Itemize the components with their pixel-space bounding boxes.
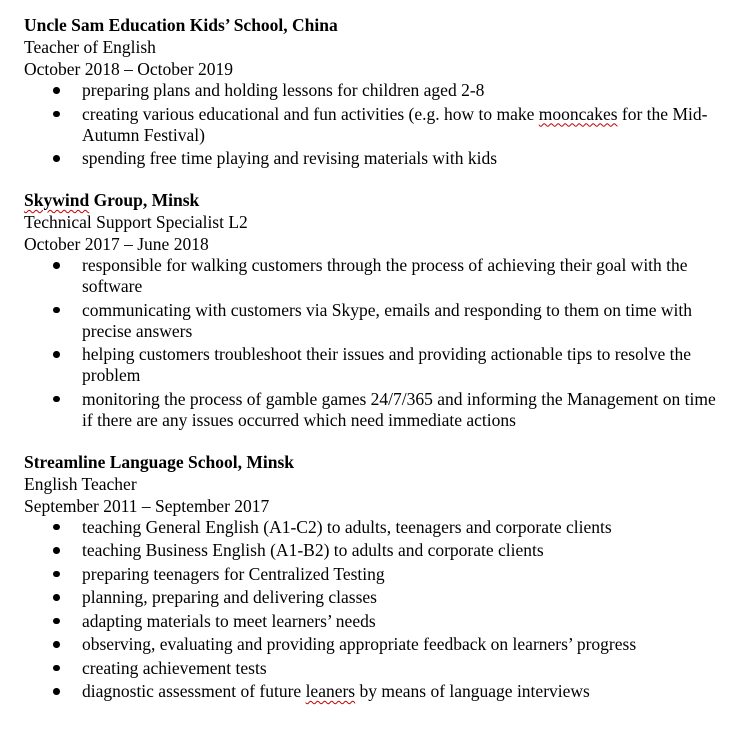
- bullet-icon: [53, 307, 60, 314]
- company-name: [24, 189, 729, 211]
- duty-item: [24, 80, 729, 101]
- job-entry: [24, 189, 729, 431]
- duty-text: creating achievement tests: [82, 657, 267, 678]
- bullet-icon: [53, 351, 60, 358]
- employment-period: October 2018 – October 2019: [24, 59, 233, 79]
- duty-text: helping customers troubleshoot their issues and providing actionable tips to resolve the problem: [82, 344, 691, 385]
- job-title: English Teacher: [24, 473, 137, 494]
- duty-item: [24, 255, 729, 297]
- duty-text: responsible for walking customers through the process of achieving their goal with the software: [82, 255, 688, 296]
- bullet-icon: [53, 571, 60, 578]
- bullet-icon: [53, 87, 60, 94]
- duty-text: spending free time playing and revising materials with kids: [82, 148, 498, 168]
- duty-text: preparing teenagers for Centralized Testing: [82, 563, 385, 584]
- company-name-text: Streamline Language School, Minsk: [24, 451, 294, 472]
- duty-item: [24, 634, 729, 655]
- duty-text: for the Mid-Autumn Festival): [82, 103, 708, 145]
- duty-text: communicating with customers via Skype, emails and responding to them on time with precise answers: [82, 299, 692, 341]
- duty-item: [24, 389, 729, 431]
- company-name: [24, 14, 729, 36]
- duties-list: [24, 80, 729, 169]
- employment-period: September 2011 – September 2017: [24, 495, 270, 516]
- duty-text: teaching Business English (A1-B2) to adults and corporate clients: [82, 540, 544, 560]
- bullet-icon: [53, 396, 60, 403]
- company-name-text: Uncle Sam Education Kids’ School, China: [24, 15, 338, 35]
- duty-item: [24, 148, 729, 169]
- duty-text: planning, preparing and delivering classes: [82, 587, 377, 607]
- job-entry: [24, 451, 729, 703]
- bullet-icon: [53, 594, 60, 601]
- bullet-icon: [53, 641, 60, 648]
- duty-item: [24, 611, 729, 632]
- duty-text-spellcheck-flagged: mooncakes: [538, 103, 618, 124]
- bullet-icon: [53, 688, 60, 695]
- bullet-icon: [53, 155, 60, 162]
- duty-item: [24, 681, 729, 702]
- bullet-icon: [53, 262, 60, 269]
- company-name: [24, 451, 729, 473]
- job-entry: [24, 14, 729, 169]
- bullet-icon: [53, 665, 60, 672]
- company-name-spellcheck-flagged: Skywind: [24, 190, 90, 210]
- employment-period: October 2017 – June 2018: [24, 234, 209, 254]
- duty-item: [24, 658, 729, 679]
- duty-text: by means of language interviews: [355, 681, 590, 701]
- duty-text: creating various educational and fun activities (e.g. how to make: [82, 103, 539, 124]
- duties-list: [24, 517, 729, 703]
- duty-item: [24, 517, 729, 538]
- duty-text: monitoring the process of gamble games 24/7/365 and informing the Management on time if there are any issues occurred which need immediate actions: [82, 388, 716, 430]
- duty-text: adapting materials to meet learners’ needs: [82, 610, 376, 631]
- duty-text: observing, evaluating and providing appropriate feedback on learners’ progress: [82, 634, 637, 654]
- duty-item: [24, 104, 729, 146]
- duty-text: diagnostic assessment of future: [82, 681, 306, 701]
- duties-list: [24, 255, 729, 431]
- job-title: Technical Support Specialist L2: [24, 212, 248, 232]
- bullet-icon: [53, 524, 60, 531]
- duty-item: [24, 300, 729, 342]
- bullet-icon: [53, 547, 60, 554]
- bullet-icon: [53, 111, 60, 118]
- company-name-text: Group, Minsk: [89, 190, 200, 210]
- duty-item: [24, 564, 729, 585]
- duty-text: teaching General English (A1-C2) to adults, teenagers and corporate clients: [82, 516, 612, 537]
- bullet-icon: [53, 618, 60, 625]
- job-title: Teacher of English: [24, 37, 156, 57]
- duty-text-spellcheck-flagged: leaners: [305, 681, 356, 701]
- duty-item: [24, 587, 729, 608]
- duty-item: [24, 540, 729, 561]
- resume-experience-section: [24, 14, 729, 705]
- duty-text: preparing plans and holding lessons for children aged 2-8: [82, 80, 485, 100]
- duty-item: [24, 344, 729, 386]
